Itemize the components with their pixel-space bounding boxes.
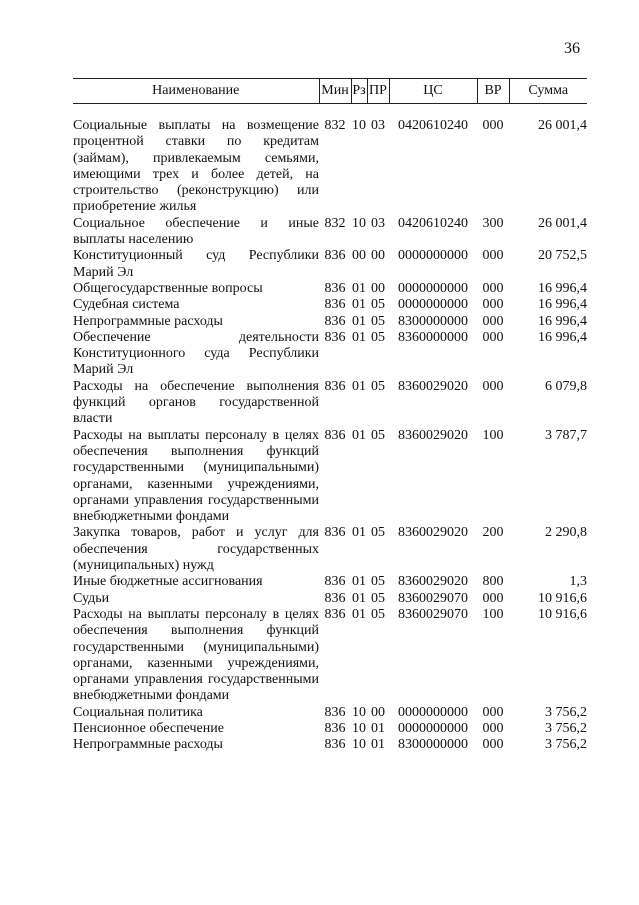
table-body: [73, 104, 587, 754]
header-cs: ЦС: [389, 79, 477, 104]
row-sum: 16 996,4: [538, 313, 587, 329]
table-row: [73, 216, 587, 249]
row-sum: 10 916,6: [538, 590, 587, 606]
row-vr: 100: [482, 427, 504, 443]
row-cs: 8300000000: [398, 737, 468, 753]
row-rz: 01: [352, 574, 366, 590]
table-row: [73, 721, 587, 737]
table-row: [73, 248, 587, 281]
row-pr: 01: [371, 720, 385, 736]
table-row: [73, 118, 587, 216]
row-sum: 16 996,4: [538, 329, 587, 345]
row-rz: 01: [352, 329, 366, 345]
row-rz: 01: [352, 525, 366, 541]
row-vr: 000: [482, 720, 504, 736]
row-pr: 00: [371, 704, 385, 720]
row-min: 836: [324, 704, 346, 720]
row-rz: 10: [352, 118, 366, 133]
row-name: Обеспечение деятельности Конституционного суда Республики Марий Эл: [73, 329, 319, 378]
row-min: 832: [324, 215, 346, 231]
row-min: 832: [324, 118, 346, 133]
table-row: [73, 281, 587, 297]
row-name: Судебная система: [73, 297, 180, 313]
row-rz: 01: [352, 280, 366, 296]
row-rz: 01: [352, 606, 366, 622]
row-name: Конституционный суд Республики Марий Эл: [73, 248, 319, 280]
row-pr: 05: [371, 590, 385, 606]
row-sum: 20 752,5: [538, 248, 587, 264]
row-cs: 0000000000: [398, 280, 468, 296]
row-pr: 05: [371, 525, 385, 541]
table-row: [73, 525, 587, 574]
row-cs: 0420610240: [398, 215, 468, 231]
row-sum: 3 787,7: [545, 427, 587, 443]
row-pr: 05: [371, 378, 385, 394]
row-cs: 8360029070: [398, 606, 468, 622]
row-min: 836: [324, 248, 346, 264]
row-name: Расходы на обеспечение выполнения функций органов государственной власти: [73, 378, 319, 427]
row-name: Социальные выплаты на возмещение процентной ставки по кредитам (займам), привлекаемым семьями, имеющими трех и более детей, на строительство (реконструкцию) или приобретение жилья: [73, 118, 319, 215]
row-cs: 8360000000: [398, 329, 468, 345]
row-sum: 26 001,4: [538, 215, 587, 231]
header-rz: Рз: [351, 79, 367, 104]
row-rz: 10: [352, 737, 366, 753]
table-row: [73, 574, 587, 590]
row-name: Пенсионное обеспечение: [73, 720, 224, 736]
row-min: 836: [324, 280, 346, 296]
table-row: [73, 705, 587, 721]
row-vr: 100: [482, 606, 504, 622]
row-name: Иные бюджетные ассигнования: [73, 574, 263, 590]
row-min: 836: [324, 427, 346, 443]
row-cs: 0000000000: [398, 248, 468, 264]
row-pr: 03: [371, 215, 385, 231]
budget-table: [73, 78, 587, 754]
header-name: Наименование: [73, 79, 319, 104]
table-row: [73, 428, 587, 526]
row-vr: 000: [482, 118, 504, 133]
row-cs: 8360029070: [398, 590, 468, 606]
row-pr: 00: [371, 280, 385, 296]
row-min: 836: [324, 329, 346, 345]
header-min: Мин: [319, 79, 351, 104]
row-rz: 01: [352, 378, 366, 394]
table-row: [73, 591, 587, 607]
row-pr: 05: [371, 427, 385, 443]
row-pr: 00: [371, 248, 385, 264]
row-min: 836: [324, 525, 346, 541]
row-sum: 6 079,8: [545, 378, 587, 394]
row-sum: 3 756,2: [545, 737, 587, 753]
table-row: [73, 314, 587, 330]
row-vr: 000: [482, 280, 504, 296]
row-sum: 3 756,2: [545, 720, 587, 736]
row-vr: 000: [482, 378, 504, 394]
row-name: Социальная политика: [73, 704, 203, 720]
row-sum: 3 756,2: [545, 704, 587, 720]
table-spacer: [73, 104, 587, 119]
row-name: Расходы на выплаты персоналу в целях обеспечения выполнения функций государственными (муниципальными) органами, казенными учреждениями, органами управления государственными внебюджетными фондами: [73, 427, 319, 525]
row-vr: 000: [482, 313, 504, 329]
header-pr: ПР: [367, 79, 389, 104]
row-vr: 300: [482, 215, 504, 231]
row-cs: 8360029020: [398, 574, 468, 590]
row-cs: 0420610240: [398, 118, 468, 133]
row-pr: 05: [371, 329, 385, 345]
row-cs: 8300000000: [398, 313, 468, 329]
row-name: Закупка товаров, работ и услуг для обеспечения государственных (муниципальных) нужд: [73, 525, 319, 574]
row-vr: 000: [482, 329, 504, 345]
table-row: [73, 297, 587, 313]
row-sum: 26 001,4: [538, 118, 587, 133]
row-cs: 0000000000: [398, 704, 468, 720]
row-min: 836: [324, 737, 346, 753]
row-min: 836: [324, 720, 346, 736]
table-row: [73, 379, 587, 428]
row-name: Непрограммные расходы: [73, 737, 223, 753]
row-sum: 10 916,6: [538, 606, 587, 622]
row-cs: 8360029020: [398, 378, 468, 394]
row-sum: 16 996,4: [538, 297, 587, 313]
row-min: 836: [324, 297, 346, 313]
table-row: [73, 737, 587, 753]
row-sum: 2 290,8: [545, 525, 587, 541]
table-row: [73, 607, 587, 705]
row-min: 836: [324, 606, 346, 622]
header-sum: Сумма: [509, 79, 587, 104]
row-pr: 05: [371, 574, 385, 590]
row-rz: 10: [352, 704, 366, 720]
row-rz: 01: [352, 297, 366, 313]
row-vr: 000: [482, 704, 504, 720]
row-rz: 00: [352, 248, 366, 264]
row-rz: 10: [352, 215, 366, 231]
row-sum: 16 996,4: [538, 280, 587, 296]
row-vr: 000: [482, 248, 504, 264]
row-cs: 0000000000: [398, 297, 468, 313]
row-cs: 8360029020: [398, 525, 468, 541]
row-name: Непрограммные расходы: [73, 313, 223, 329]
row-rz: 01: [352, 590, 366, 606]
row-rz: 01: [352, 313, 366, 329]
row-cs: 0000000000: [398, 720, 468, 736]
row-vr: 000: [482, 737, 504, 753]
table-header-row: [73, 79, 587, 104]
row-sum: 1,3: [569, 574, 587, 590]
table-row: [73, 330, 587, 379]
row-name: Расходы на выплаты персоналу в целях обеспечения выполнения функций государственными (муниципальными) органами, казенными учреждениями, органами управления государственными внебюджетными фондами: [73, 606, 319, 704]
page-number: 36: [564, 40, 580, 57]
row-cs: 8360029020: [398, 427, 468, 443]
row-pr: 05: [371, 606, 385, 622]
row-min: 836: [324, 378, 346, 394]
row-rz: 01: [352, 427, 366, 443]
row-vr: 800: [482, 574, 504, 590]
row-rz: 10: [352, 720, 366, 736]
row-name: Социальное обеспечение и иные выплаты населению: [73, 215, 319, 248]
row-min: 836: [324, 590, 346, 606]
row-vr: 200: [482, 525, 504, 541]
row-name: Общегосударственные вопросы: [73, 280, 263, 296]
row-min: 836: [324, 313, 346, 329]
row-pr: 05: [371, 313, 385, 329]
row-min: 836: [324, 574, 346, 590]
row-name: Судьи: [73, 590, 110, 606]
row-vr: 000: [482, 590, 504, 606]
row-pr: 01: [371, 737, 385, 753]
header-vr: ВР: [477, 79, 509, 104]
row-pr: 05: [371, 297, 385, 313]
row-vr: 000: [482, 297, 504, 313]
row-pr: 03: [371, 118, 385, 133]
